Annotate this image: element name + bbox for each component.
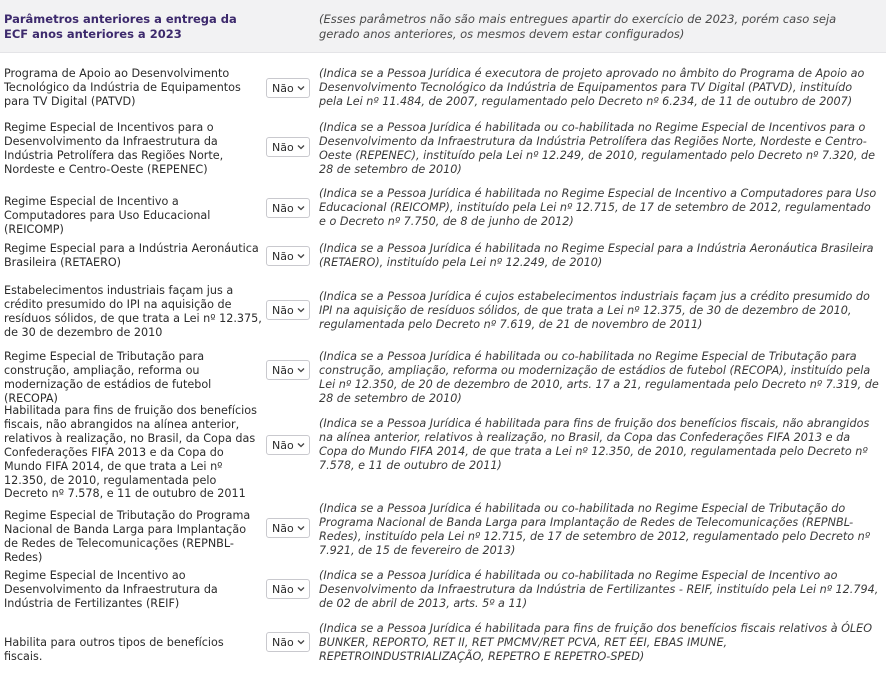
param-label: Regime Especial de Tributação para construção, ampliação, reforma ou modernização de estádios de futebol (RECOPA) — [4, 350, 212, 405]
chevron-down-icon — [297, 83, 305, 93]
select-value: Não — [272, 202, 294, 215]
param-label: Estabelecimentos industriais façam jus a crédito presumido do IPI na aquisição de resíduos sólidos, de que trata a Lei nº 12.375, de 30 de dezembro de 2010 — [4, 284, 262, 339]
param-description: (Indica se a Pessoa Jurídica é habilitada ou co-habilitada no Regime Especial de Incentivos para o Desenvolvimento da Infraestrutura da Indústria Petrolífera das Regiões Norte, Nordeste e Centro-Oeste (REPENEC), instituído pela Lei nº 12.249, de 2010, regulamentado pelo Decreto nº 7.320, de 28 de setembro de 2010) — [319, 121, 875, 176]
param-select-repnbl[interactable] — [266, 518, 310, 538]
section-title: Parâmetros anteriores a entrega da ECF anos anteriores a 2023 — [4, 12, 237, 41]
param-description: (Indica se a Pessoa Jurídica é habilitada para fins de fruição dos benefícios fiscais, não abrangidos na alínea anterior, relativos à realização, no Brasil, da Copa das Confederações FIFA 2013 e da Copa do Mundo FIFA 2014, de que trata a Lei nº 12.350, de 2010, regulamentada pelo Decreto nº 7.578, e 11 de outubro de 2011) — [319, 417, 870, 472]
chevron-down-icon — [297, 365, 305, 375]
chevron-down-icon — [297, 523, 305, 533]
select-value: Não — [272, 364, 294, 377]
param-select-outros-beneficios[interactable] — [266, 632, 310, 652]
param-select-recopa[interactable] — [266, 360, 310, 380]
param-label: Programa de Apoio ao Desenvolvimento Tecnológico da Indústria de Equipamentos para TV Digital (PATVD) — [4, 67, 241, 108]
select-value: Não — [272, 304, 294, 317]
select-value: Não — [272, 141, 294, 154]
param-label: Habilitada para fins de fruição dos benefícios fiscais, não abrangidos na alínea anterior, relativos à realização, no Brasil, da Copa das Confederações FIFA 2013 e da Copa do Mundo FIFA 2014, de que trata a Lei nº 12.350, de 2010, regulamentada pelo Decreto nº 7.578, e 11 de outubro de 2011 — [4, 404, 257, 501]
select-value: Não — [272, 522, 294, 535]
param-description: (Indica se a Pessoa Jurídica é habilitada para fins de fruição dos benefícios fiscais relativos à ÓLEO BUNKER, REPORTO, RET II, RET PMCMV/RET PCVA, RET EEI, EBAS IMUNE, REPETROINDUSTRIALIZAÇÃO, REPETRO E REPETRO-SPED) — [319, 622, 873, 663]
chevron-down-icon — [297, 440, 305, 450]
select-value: Não — [272, 583, 294, 596]
chevron-down-icon — [297, 305, 305, 315]
section-note: (Esses parâmetros não são mais entregues apartir do exercício de 2023, porém caso seja gerado anos anteriores, os mesmos devem estar configurados) — [319, 12, 837, 41]
section-header — [0, 0, 886, 53]
param-select-patvd[interactable] — [266, 78, 310, 98]
param-select-repenec[interactable] — [266, 137, 310, 157]
param-description: (Indica se a Pessoa Jurídica é habilitada ou co-habilitada no Regime Especial de Tributação do Programa Nacional de Banda Larga para Implantação de Redes de Telecomunicações (REPNBL-Redes), instituído pela Lei nº 12.715, de 17 de setembro de 2012, regulamentado pelo Decreto nº 7.921, de 15 de fevereiro de 2013) — [319, 502, 871, 557]
param-label: Habilita para outros tipos de benefícios fiscais. — [4, 636, 224, 663]
param-label: Regime Especial de Tributação do Programa Nacional de Banda Larga para Implantação de Redes de Telecomunicações (REPNBL-Redes) — [4, 509, 251, 564]
param-select-reif[interactable] — [266, 579, 310, 599]
param-label: Regime Especial de Incentivos para o Desenvolvimento da Infraestrutura da Indústria Petrolífera das Regiões Norte, Nordeste e Centro-Oeste (REPENEC) — [4, 121, 224, 176]
param-description: (Indica se a Pessoa Jurídica é habilitada no Regime Especial para a Indústria Aeronáutica Brasileira (RETAERO), instituído pela Lei nº 12.249, de 2010) — [319, 242, 874, 269]
select-value: Não — [272, 250, 294, 263]
chevron-down-icon — [297, 584, 305, 594]
param-description: (Indica se a Pessoa Jurídica é habilitada no Regime Especial de Incentivo a Computadores para Uso Educacional (REICOMP), instituído pela Lei nº 12.715, de 17 de setembro de 2012, regulamentado e o Decreto nº 7.750, de 8 de junho de 2012) — [319, 187, 877, 228]
param-label: Regime Especial de Incentivo a Computadores para Uso Educacional (REICOMP) — [4, 195, 211, 236]
param-select-ipi-residuos[interactable] — [266, 300, 310, 320]
param-select-copa-fifa[interactable] — [266, 435, 310, 455]
select-value: Não — [272, 82, 294, 95]
chevron-down-icon — [297, 203, 305, 213]
param-description: (Indica se a Pessoa Jurídica é executora de projeto aprovado no âmbito do Programa de Apoio ao Desenvolvimento Tecnológico da Indústria de Equipamentos para TV Digital (PATVD), instituído pela Lei nº 11.484, de 2007, regulamentado pelo Decreto nº 6.234, de 11 de outubro de 2007) — [319, 67, 865, 108]
chevron-down-icon — [297, 637, 305, 647]
chevron-down-icon — [297, 142, 305, 152]
param-select-retaero[interactable] — [266, 246, 310, 266]
select-value: Não — [272, 439, 294, 452]
chevron-down-icon — [297, 251, 305, 261]
select-value: Não — [272, 636, 294, 649]
param-label: Regime Especial de Incentivo ao Desenvolvimento da Infraestrutura da Indústria de Fertilizantes (REIF) — [4, 569, 218, 610]
param-description: (Indica se a Pessoa Jurídica é habilitada ou co-habilitada no Regime Especial de Tributação para construção, ampliação, reforma ou modernização de estádios de futebol (RECOPA), instituído pela Lei nº 12.350, de 20 de dezembro de 2010, arts. 17 a 21, regulamentada pelo Decreto nº 7.319, de 28 de setembro de 2010) — [319, 350, 879, 405]
param-label: Regime Especial para a Indústria Aeronáutica Brasileira (RETAERO) — [4, 242, 259, 269]
param-select-reicomp[interactable] — [266, 198, 310, 218]
param-description: (Indica se a Pessoa Jurídica é habilitada ou co-habilitada no Regime Especial de Incentivo ao Desenvolvimento da Infraestrutura da Indústria de Fertilizantes - REIF, instituído pela Lei nº 12.794, de 02 de abril de 2013, arts. 5º a 11) — [319, 569, 879, 610]
param-description: (Indica se a Pessoa Jurídica é cujos estabelecimentos industriais façam jus a crédito presumido do IPI na aquisição de resíduos sólidos, de que trata a Lei nº 12.375, de 30 de dezembro de 2010, regulamentada pelo Decreto nº 7.619, de 21 de novembro de 2011) — [319, 290, 870, 331]
